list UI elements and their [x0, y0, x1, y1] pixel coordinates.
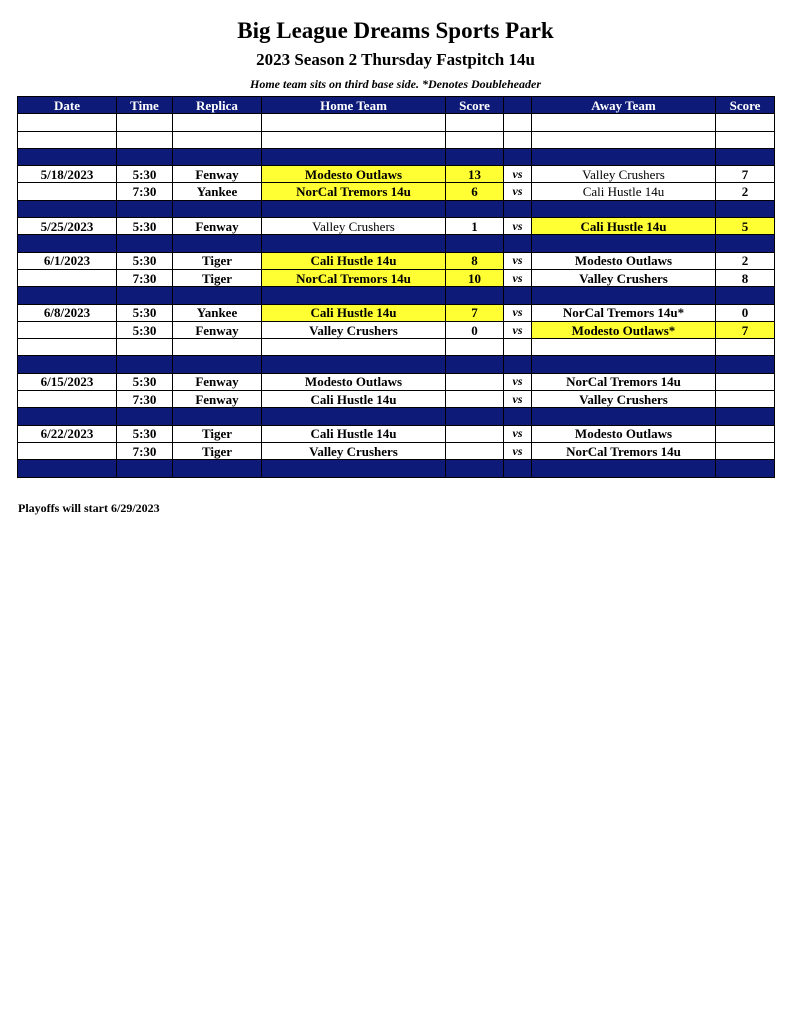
cell-away-score: 7 [716, 321, 775, 338]
cell-replica: Fenway [173, 166, 262, 183]
cell-replica: Fenway [173, 218, 262, 235]
cell-replica: Fenway [173, 373, 262, 390]
cell-away-team: Cali Hustle 14u [532, 183, 716, 200]
empty-cell [504, 356, 532, 373]
empty-cell [173, 131, 262, 148]
empty-cell [18, 114, 117, 131]
cell-away-score: 2 [716, 252, 775, 269]
empty-cell [716, 200, 775, 217]
cell-date [18, 442, 117, 459]
col-header-away-score: Score [716, 97, 775, 114]
empty-cell [716, 114, 775, 131]
cell-time: 5:30 [117, 218, 173, 235]
empty-cell [117, 339, 173, 356]
separator-row [18, 460, 775, 477]
cell-date: 6/1/2023 [18, 252, 117, 269]
cell-time: 5:30 [117, 373, 173, 390]
col-header-home-team: Home Team [262, 97, 446, 114]
empty-cell [262, 114, 446, 131]
playoffs-note: Playoffs will start 6/29/2023 [18, 501, 160, 515]
empty-cell [716, 287, 775, 304]
cell-home-team: Modesto Outlaws [262, 166, 446, 183]
empty-cell [446, 235, 504, 252]
cell-home-team: NorCal Tremors 14u [262, 269, 446, 286]
empty-cell [173, 460, 262, 477]
empty-cell [446, 460, 504, 477]
empty-cell [446, 408, 504, 425]
empty-cell [262, 287, 446, 304]
separator-row [18, 356, 775, 373]
table-row [18, 218, 775, 235]
cell-away-score [716, 442, 775, 459]
cell-vs: vs [504, 321, 532, 338]
cell-time: 5:30 [117, 425, 173, 442]
empty-cell [716, 408, 775, 425]
cell-away-team: Modesto Outlaws [532, 425, 716, 442]
empty-cell [716, 339, 775, 356]
empty-cell [716, 148, 775, 165]
empty-cell [532, 114, 716, 131]
empty-cell [262, 356, 446, 373]
table-row [18, 183, 775, 200]
cell-away-team: NorCal Tremors 14u [532, 373, 716, 390]
empty-cell [117, 235, 173, 252]
cell-vs: vs [504, 442, 532, 459]
empty-cell [117, 148, 173, 165]
cell-vs: vs [504, 373, 532, 390]
empty-cell [532, 408, 716, 425]
cell-home-score [446, 425, 504, 442]
cell-vs: vs [504, 252, 532, 269]
cell-date: 6/8/2023 [18, 304, 117, 321]
empty-cell [117, 408, 173, 425]
empty-cell [716, 460, 775, 477]
cell-home-score: 10 [446, 269, 504, 286]
cell-replica: Tiger [173, 269, 262, 286]
empty-cell [262, 408, 446, 425]
cell-vs: vs [504, 269, 532, 286]
empty-cell [504, 131, 532, 148]
cell-replica: Yankee [173, 304, 262, 321]
cell-time: 7:30 [117, 183, 173, 200]
empty-cell [18, 287, 117, 304]
cell-date [18, 391, 117, 408]
cell-time: 5:30 [117, 304, 173, 321]
blank-row [18, 339, 775, 356]
empty-cell [532, 235, 716, 252]
empty-cell [18, 339, 117, 356]
empty-cell [117, 460, 173, 477]
cell-home-team: Cali Hustle 14u [262, 391, 446, 408]
empty-cell [446, 148, 504, 165]
cell-away-score: 8 [716, 269, 775, 286]
empty-cell [262, 339, 446, 356]
empty-cell [532, 287, 716, 304]
separator-row [18, 235, 775, 252]
table-row [18, 252, 775, 269]
cell-date: 5/18/2023 [18, 166, 117, 183]
cell-away-team: Modesto Outlaws [532, 252, 716, 269]
cell-time: 5:30 [117, 321, 173, 338]
col-header-away-team: Away Team [532, 97, 716, 114]
cell-home-score: 8 [446, 252, 504, 269]
cell-away-team: Valley Crushers [532, 391, 716, 408]
cell-vs: vs [504, 218, 532, 235]
cell-home-score: 6 [446, 183, 504, 200]
cell-replica: Tiger [173, 442, 262, 459]
empty-cell [117, 200, 173, 217]
separator-row [18, 200, 775, 217]
cell-away-score: 0 [716, 304, 775, 321]
separator-row [18, 408, 775, 425]
cell-replica: Tiger [173, 252, 262, 269]
empty-cell [117, 287, 173, 304]
separator-row [18, 148, 775, 165]
cell-date: 6/22/2023 [18, 425, 117, 442]
empty-cell [532, 200, 716, 217]
cell-away-score [716, 391, 775, 408]
empty-cell [262, 148, 446, 165]
empty-cell [716, 131, 775, 148]
cell-home-score: 13 [446, 166, 504, 183]
cell-date: 6/15/2023 [18, 373, 117, 390]
cell-vs: vs [504, 304, 532, 321]
cell-date: 5/25/2023 [18, 218, 117, 235]
empty-cell [18, 356, 117, 373]
empty-cell [18, 131, 117, 148]
cell-away-team: NorCal Tremors 14u [532, 442, 716, 459]
cell-home-team: Modesto Outlaws [262, 373, 446, 390]
col-header-replica: Replica [173, 97, 262, 114]
empty-cell [504, 235, 532, 252]
cell-replica: Fenway [173, 321, 262, 338]
cell-away-score: 7 [716, 166, 775, 183]
empty-cell [446, 356, 504, 373]
empty-cell [262, 131, 446, 148]
cell-home-team: Valley Crushers [262, 218, 446, 235]
cell-home-score: 0 [446, 321, 504, 338]
table-row [18, 304, 775, 321]
cell-away-score: 5 [716, 218, 775, 235]
empty-cell [117, 131, 173, 148]
cell-date [18, 321, 117, 338]
empty-cell [173, 356, 262, 373]
table-row [18, 425, 775, 442]
table-row [18, 166, 775, 183]
cell-home-score [446, 391, 504, 408]
cell-time: 5:30 [117, 166, 173, 183]
cell-away-score: 2 [716, 183, 775, 200]
empty-cell [716, 356, 775, 373]
empty-cell [117, 356, 173, 373]
blank-row [18, 114, 775, 131]
blank-row [18, 131, 775, 148]
table-row [18, 442, 775, 459]
cell-vs: vs [504, 183, 532, 200]
cell-time: 7:30 [117, 442, 173, 459]
cell-date [18, 269, 117, 286]
table-header-row [18, 97, 775, 114]
empty-cell [173, 408, 262, 425]
cell-replica: Yankee [173, 183, 262, 200]
cell-home-score [446, 373, 504, 390]
cell-replica: Fenway [173, 391, 262, 408]
empty-cell [532, 460, 716, 477]
cell-home-team: Valley Crushers [262, 321, 446, 338]
cell-away-team: NorCal Tremors 14u* [532, 304, 716, 321]
empty-cell [18, 460, 117, 477]
empty-cell [173, 339, 262, 356]
empty-cell [532, 356, 716, 373]
empty-cell [504, 148, 532, 165]
empty-cell [173, 148, 262, 165]
empty-cell [504, 287, 532, 304]
empty-cell [504, 460, 532, 477]
empty-cell [262, 460, 446, 477]
cell-home-team: Valley Crushers [262, 442, 446, 459]
empty-cell [504, 339, 532, 356]
cell-away-score [716, 373, 775, 390]
cell-time: 7:30 [117, 391, 173, 408]
empty-cell [446, 131, 504, 148]
empty-cell [117, 114, 173, 131]
schedule-note: Home team sits on third base side. *Denotes Doubleheader [250, 77, 541, 91]
cell-home-team: Cali Hustle 14u [262, 425, 446, 442]
cell-away-team: Valley Crushers [532, 166, 716, 183]
cell-replica: Tiger [173, 425, 262, 442]
cell-away-team: Valley Crushers [532, 269, 716, 286]
cell-home-score: 1 [446, 218, 504, 235]
cell-away-score [716, 425, 775, 442]
schedule-table [17, 96, 775, 478]
col-header-vs [504, 97, 532, 114]
empty-cell [173, 287, 262, 304]
empty-cell [504, 200, 532, 217]
empty-cell [446, 287, 504, 304]
empty-cell [532, 339, 716, 356]
cell-date [18, 183, 117, 200]
empty-cell [504, 114, 532, 131]
table-row [18, 321, 775, 338]
empty-cell [446, 114, 504, 131]
cell-time: 5:30 [117, 252, 173, 269]
page-subtitle: 2023 Season 2 Thursday Fastpitch 14u [256, 50, 535, 69]
cell-home-team: Cali Hustle 14u [262, 252, 446, 269]
page-title: Big League Dreams Sports Park [237, 18, 554, 43]
cell-vs: vs [504, 391, 532, 408]
cell-vs: vs [504, 425, 532, 442]
cell-home-team: Cali Hustle 14u [262, 304, 446, 321]
table-row [18, 391, 775, 408]
empty-cell [532, 131, 716, 148]
empty-cell [716, 235, 775, 252]
separator-row [18, 287, 775, 304]
cell-home-team: NorCal Tremors 14u [262, 183, 446, 200]
empty-cell [18, 235, 117, 252]
table-row [18, 373, 775, 390]
empty-cell [262, 235, 446, 252]
col-header-time: Time [117, 97, 173, 114]
empty-cell [173, 114, 262, 131]
col-header-date: Date [18, 97, 117, 114]
cell-home-score [446, 442, 504, 459]
cell-away-team: Cali Hustle 14u [532, 218, 716, 235]
empty-cell [18, 148, 117, 165]
table-row [18, 269, 775, 286]
empty-cell [173, 235, 262, 252]
empty-cell [504, 408, 532, 425]
empty-cell [18, 200, 117, 217]
empty-cell [532, 148, 716, 165]
empty-cell [173, 200, 262, 217]
empty-cell [18, 408, 117, 425]
empty-cell [446, 200, 504, 217]
cell-time: 7:30 [117, 269, 173, 286]
empty-cell [446, 339, 504, 356]
col-header-home-score: Score [446, 97, 504, 114]
cell-home-score: 7 [446, 304, 504, 321]
cell-vs: vs [504, 166, 532, 183]
empty-cell [262, 200, 446, 217]
cell-away-team: Modesto Outlaws* [532, 321, 716, 338]
